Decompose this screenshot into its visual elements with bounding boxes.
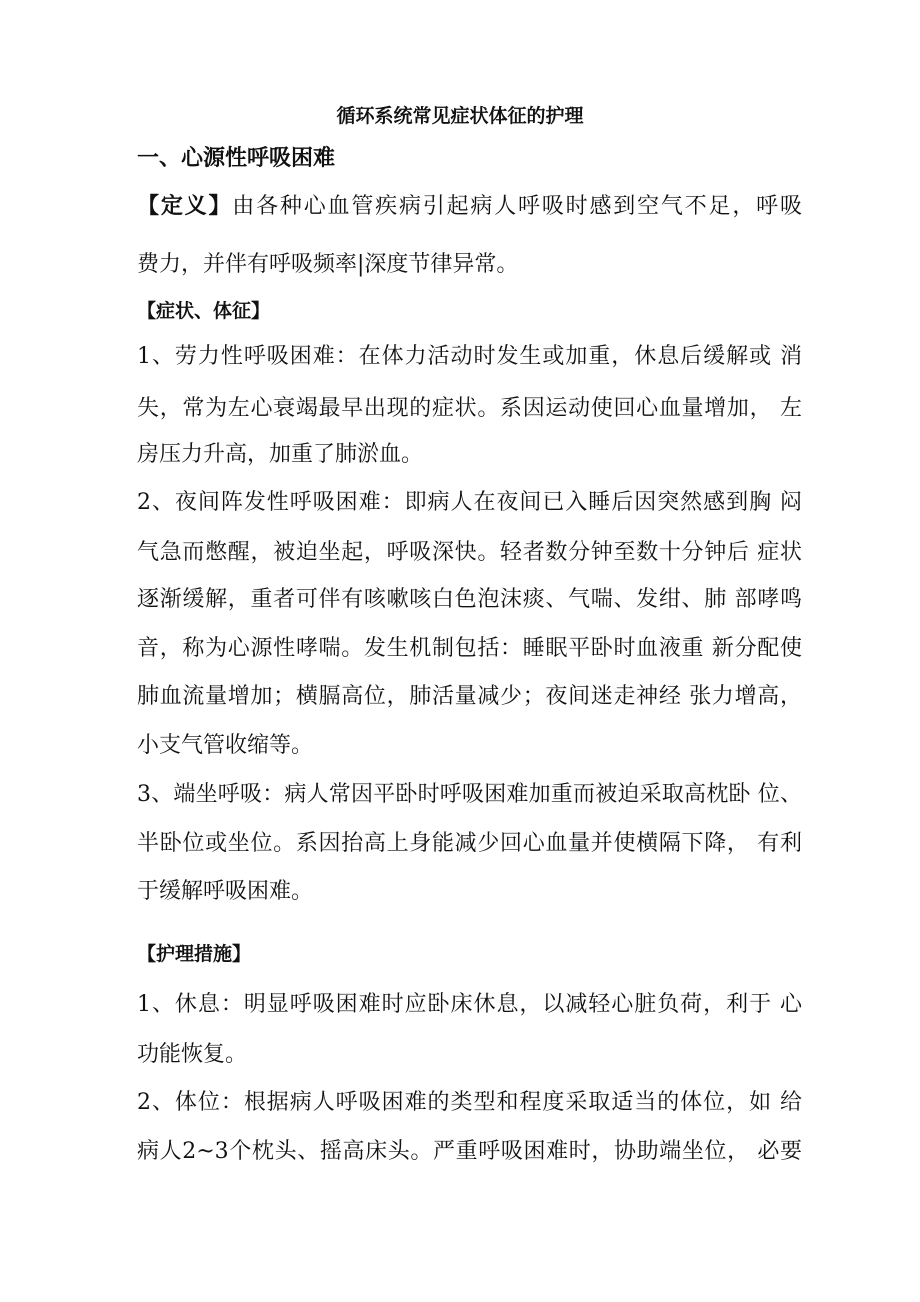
symptom-2-line-4: 音，称为心源性哮喘。发生机制包括：睡眠平卧时血液重 新分配使	[137, 636, 802, 661]
nursing-2-line-1: 2、体位：根据病人呼吸困难的类型和程度采取适当的体位，如 给	[137, 1090, 802, 1115]
definition-text-1: 由各种心血管疾病引起病人呼吸时感到空气不足，呼吸	[232, 194, 802, 219]
definition-line-2: 费力，并伴有呼吸频率|深度节律异常。	[137, 252, 519, 277]
symptom-1-line-1: 1、劳力性呼吸困难：在体力活动时发生或加重，休息后缓解或 消	[137, 344, 802, 369]
symptom-1-line-3: 房压力升高，加重了肺淤血。	[137, 442, 424, 467]
definition-label: 【定义】	[137, 194, 233, 219]
symptom-2-line-1: 2、夜间阵发性呼吸困难：即病人在夜间已入睡后因突然感到胸 闷	[137, 490, 802, 515]
section-heading: 一、心源性呼吸困难	[137, 146, 336, 171]
symptom-2-line-5: 肺血流量增加；横膈高位，肺活量减少；夜间迷走神经 张力增高，	[137, 684, 802, 709]
nursing-1-line-1: 1、休息：明显呼吸困难时应卧床休息，以减轻心脏负荷，利于 心	[137, 992, 802, 1017]
symptom-3-line-3: 于缓解呼吸困难。	[137, 879, 314, 904]
document-title: 循环系统常见症状体征的护理	[336, 105, 584, 127]
symptoms-heading: 【症状、体征】	[137, 300, 271, 322]
symptom-2-line-6: 小支气管收缩等。	[137, 733, 314, 758]
symptom-3-line-1: 3、端坐呼吸：病人常因平卧时呼吸困难加重而被迫采取高枕卧 位、	[137, 782, 802, 807]
nursing-heading: 【护理措施】	[137, 943, 252, 965]
symptom-1-line-2: 失，常为左心衰竭最早出现的症状。系因运动使回心血量增加， 左	[137, 396, 802, 421]
definition-line-1	[137, 192, 802, 222]
symptom-2-line-2: 气急而憋醒，被迫坐起，呼吸深快。轻者数分钟至数十分钟后 症状	[137, 540, 802, 565]
nursing-1-line-2: 功能恢复。	[137, 1042, 248, 1067]
symptom-3-line-2: 半卧位或坐位。系因抬高上身能减少回心血量并使横隔下降， 有利	[137, 831, 802, 856]
nursing-2-line-2: 病人2~3个枕头、摇高床头。严重呼吸困难时，协助端坐位， 必要	[137, 1139, 802, 1164]
symptom-2-line-3: 逐渐缓解，重者可伴有咳嗽咳白色泡沫痰、气喘、发绀、肺 部哮鸣	[137, 587, 802, 612]
